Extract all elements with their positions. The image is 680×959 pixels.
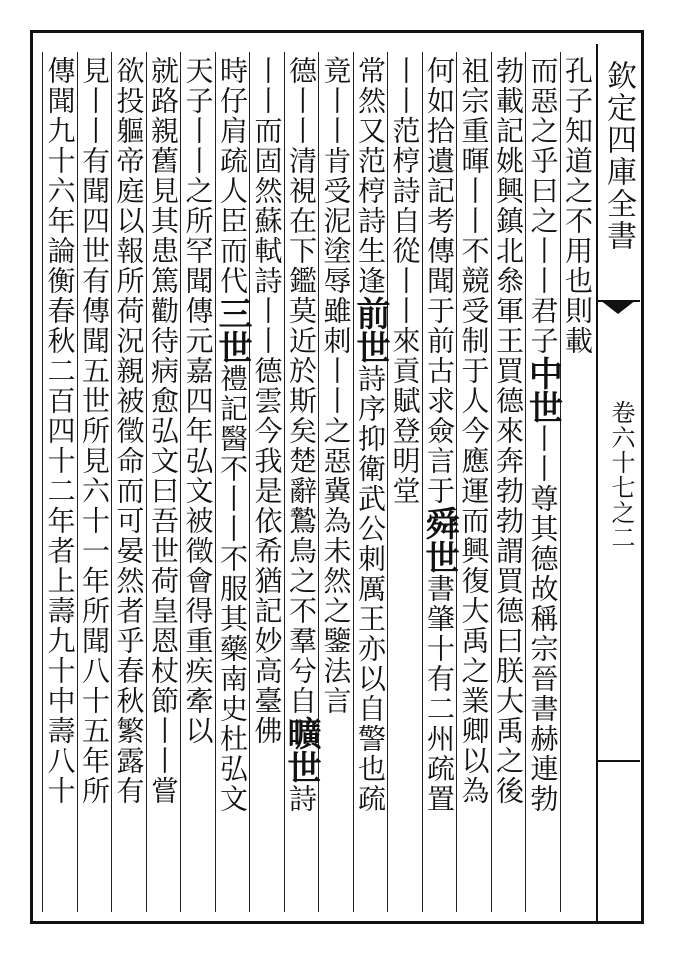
text-column: [491, 52, 526, 912]
text-column: [77, 52, 112, 912]
text-segment: 見丨丨有聞四世有傳聞五世所見六十一年所聞八十五年所: [78, 56, 111, 806]
text-segment: 詩: [285, 784, 318, 814]
text-column: [42, 52, 77, 912]
text-segment: 丨丨而固然蘇軾詩丨丨德雲今我是依希猶記妙高臺: [250, 56, 284, 716]
text-segment: 常然又范梈詩生逢: [354, 56, 387, 296]
era-heading: 曠世: [281, 716, 321, 784]
book-title: 欽定四庫全書: [601, 60, 636, 252]
text-segment: 丨丨尊其德故稱宗晉書赫連勃: [526, 424, 560, 814]
text-segment: 雖刺丨丨之惡冀為未然之鑒法言: [319, 296, 353, 716]
text-column: [318, 52, 353, 912]
text-segment: 傳聞九十六年論衡春秋二百四十二年者上壽九十中壽八十: [43, 56, 77, 806]
text-column: [111, 52, 146, 912]
text-segment: 勃載記姚興鎮北叅軍王買德來奔勃勃謂買德曰朕大禹之後: [492, 56, 525, 806]
text-segment: 而惡之乎曰之丨丨君子: [526, 56, 560, 356]
text-column: [456, 52, 491, 912]
text-segment: 天子丨丨之所罕聞: [181, 56, 215, 296]
era-heading: 中世: [522, 356, 563, 424]
text-column: [146, 52, 181, 912]
text-column: [212, 52, 252, 912]
text-segment: 德丨丨清視在下鑑莫近於斯矣楚辭鷙鳥之不羣兮自: [285, 56, 318, 716]
text-segment: 傳元嘉四年弘文被徵會得重疾牽以: [181, 296, 215, 746]
text-column: [281, 52, 321, 912]
fishtail-mark-bottom: [596, 760, 640, 762]
era-heading: 三世: [212, 296, 252, 364]
text-column: [419, 52, 459, 912]
text-column: [180, 52, 215, 912]
text-segment: 就路親舊見其患篤勸待病愈弘文曰吾世荷皇恩杖節丨丨嘗: [147, 56, 180, 806]
text-segment: 祖宗重暉丨丨不競受制于人今應運而興復大禹之業卿以為: [457, 56, 491, 806]
text-segment: 竟丨丨肯受泥塗辱: [319, 56, 353, 296]
text-segment: 丨丨范梈詩自從丨丨來貢賦登明堂: [388, 56, 422, 506]
volume-label: 卷六十七之二: [607, 400, 635, 550]
era-heading: 舜世: [419, 506, 459, 574]
text-column: [350, 52, 390, 912]
text-segment: 書肇十有二州疏置: [423, 574, 456, 814]
text-segment: 時仔肩疏人臣而代: [216, 56, 249, 296]
text-segment: 佛: [250, 716, 284, 746]
text-column: [522, 52, 563, 912]
text-column: [560, 52, 595, 912]
text-segment: 何如拾遺記考傳聞于前古求僉言于: [423, 56, 456, 506]
text-column: [249, 52, 284, 912]
text-segment: 孔子知道之不用也則載: [561, 56, 594, 356]
text-segment: 欲投軀帝庭以報所荷況親被徵命而可晏然者乎春秋繁露有: [112, 56, 146, 806]
text-segment: 詩序抑衛武公刺厲王亦以自警也疏: [354, 364, 387, 814]
text-column: [387, 52, 422, 912]
fishtail-triangle: [600, 300, 636, 314]
era-heading: 前世: [350, 296, 390, 364]
text-segment: 禮記醫不丨丨不服其藥南史杜弘文: [216, 364, 249, 814]
